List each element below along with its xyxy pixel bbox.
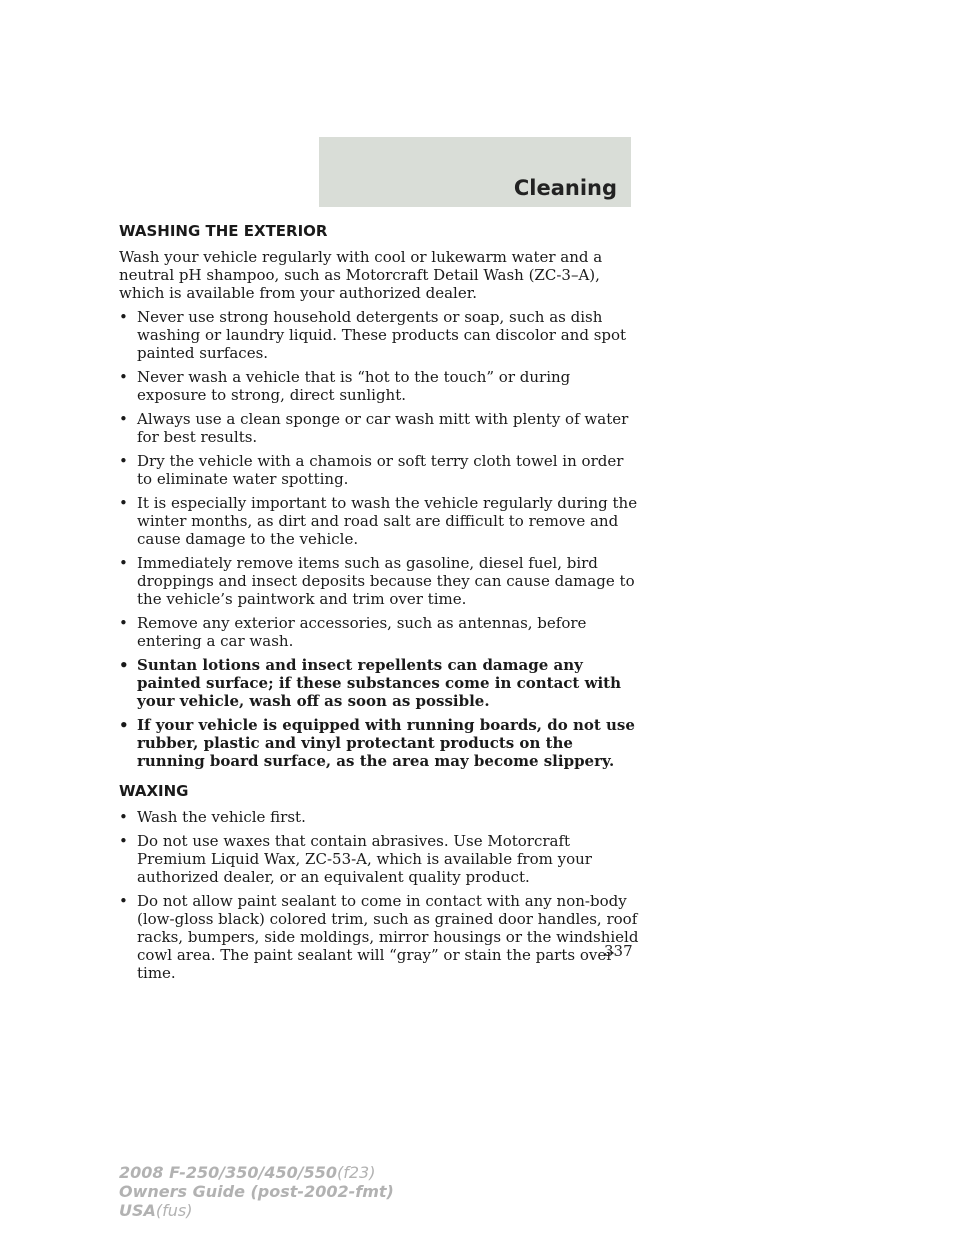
bullet-icon: • bbox=[119, 452, 128, 470]
list-item: • Remove any exterior accessories, such as antennas, before entering a car wash. bbox=[119, 614, 587, 650]
page-number: 337 bbox=[604, 942, 633, 960]
washing-heading: WASHING THE EXTERIOR bbox=[119, 222, 328, 240]
waxing-heading: WAXING bbox=[119, 782, 189, 800]
waxing-list bbox=[119, 808, 639, 982]
bullet-icon: • bbox=[119, 410, 128, 428]
bullet-icon: • bbox=[119, 554, 128, 572]
bullet-icon: • bbox=[119, 808, 128, 826]
warning-list-item: • Suntan lotions and insect repellents can damage any painted surface; if these substances come in contact with your vehicle, wash off as soon as possible. bbox=[119, 656, 622, 710]
list-item: • Immediately remove items such as gasoline, diesel fuel, bird droppings and insect deposits because they can cause damage to the vehicle’s paintwork and trim over time. bbox=[119, 554, 635, 608]
bullet-icon: • bbox=[119, 716, 129, 734]
list-item: • Never use strong household detergents or soap, such as dish washing or laundry liquid. These products can discolor and spot painted surfaces. bbox=[119, 308, 627, 362]
warning-list-item: • If your vehicle is equipped with running boards, do not use rubber, plastic and vinyl protectant products on the running board surface, as the area may become slippery. bbox=[119, 716, 635, 770]
list-item: • Wash the vehicle first. bbox=[119, 808, 306, 826]
list-item: • Do not allow paint sealant to come in contact with any non-body (low-gloss black) colored trim, such as grained door handles, roof racks, bumpers, side moldings, mirror housings or the windshield cowl area. The paint sealant will “gray” or stain the parts over time. bbox=[119, 892, 639, 982]
washing-intro: Wash your vehicle regularly with cool or lukewarm water and a neutral pH shampoo, such as Motorcraft Detail Wash (ZC-3–A), which is available from your authorized dealer. bbox=[119, 248, 603, 302]
list-item: • Do not use waxes that contain abrasives. Use Motorcraft Premium Liquid Wax, ZC-53-A, which is available from your authorized dealer, or an equivalent quality product. bbox=[119, 832, 592, 886]
bullet-icon: • bbox=[119, 892, 128, 910]
section-header bbox=[319, 137, 631, 207]
bullet-icon: • bbox=[119, 494, 128, 512]
footer-market-line: USA(fus) bbox=[119, 1201, 193, 1220]
section-title: Cleaning bbox=[513, 176, 617, 200]
footer-model-line: 2008 F-250/350/450/550(f23) bbox=[119, 1163, 376, 1182]
list-item: • Never wash a vehicle that is “hot to the touch” or during exposure to strong, direct sunlight. bbox=[119, 368, 571, 404]
bullet-icon: • bbox=[119, 308, 128, 326]
footer-guide-line: Owners Guide (post-2002-fmt) bbox=[119, 1182, 394, 1201]
list-item: • Always use a clean sponge or car wash mitt with plenty of water for best results. bbox=[119, 410, 629, 446]
bullet-icon: • bbox=[119, 832, 128, 850]
washing-list bbox=[119, 308, 639, 770]
list-item: • Dry the vehicle with a chamois or soft terry cloth towel in order to eliminate water spotting. bbox=[119, 452, 624, 488]
bullet-icon: • bbox=[119, 656, 129, 674]
document-footer bbox=[119, 1163, 394, 1220]
page-content bbox=[119, 222, 639, 988]
list-item: • It is especially important to wash the vehicle regularly during the winter months, as dirt and road salt are difficult to remove and cause damage to the vehicle. bbox=[119, 494, 638, 548]
bullet-icon: • bbox=[119, 368, 128, 386]
bullet-icon: • bbox=[119, 614, 128, 632]
